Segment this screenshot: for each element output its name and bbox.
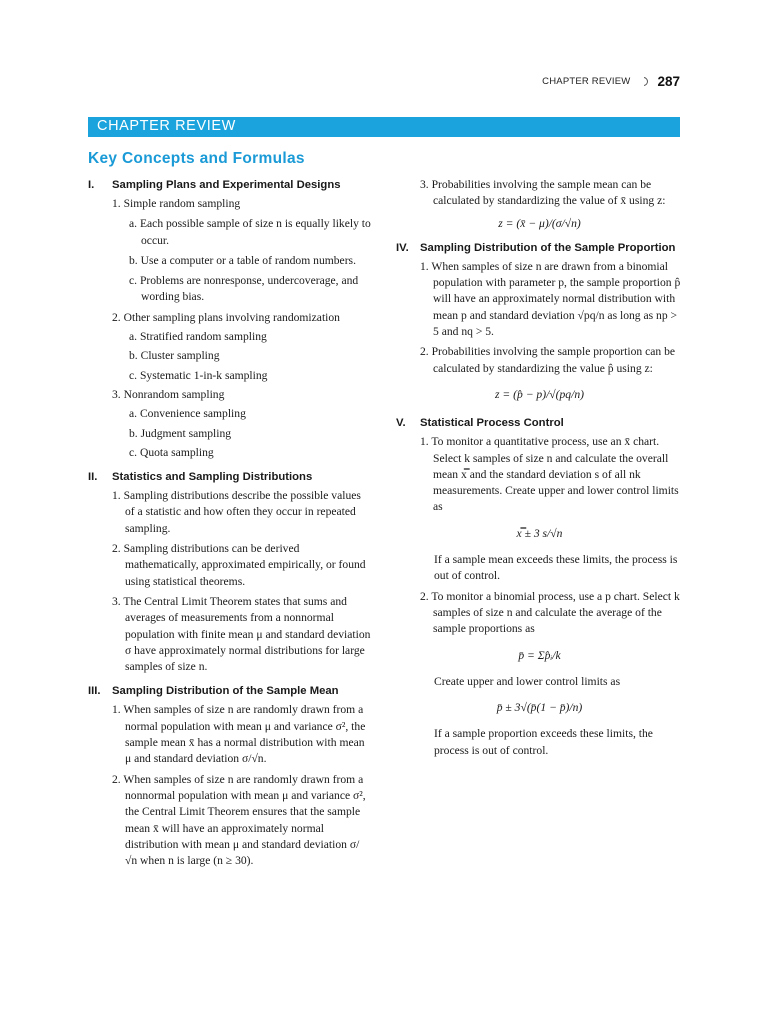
left-column xyxy=(88,177,371,869)
section-heading-text: Sampling Plans and Experimental Designs xyxy=(112,179,341,191)
list-item: a. Convenience sampling xyxy=(129,407,246,421)
list-item: 3. The Central Limit Theorem states that sums and averages of measurements from a nonnormal population with finite mean μ and standard deviation σ have approximately normal distributions for large samples of size n. xyxy=(112,594,371,674)
list-item: a. Each possible sample of size n is equally likely to occur. xyxy=(129,217,371,247)
section-heading-text: Sampling Distribution of the Sample Proportion xyxy=(420,241,676,254)
list-item: c. Systematic 1-in-k sampling xyxy=(129,368,268,382)
list-item: 3. Nonrandom sampling xyxy=(112,387,225,401)
chapter-review-banner xyxy=(88,117,680,137)
paragraph: If a sample proportion exceeds these limits, the process is out of control. xyxy=(434,727,653,757)
section-heading-text: Statistics and Sampling Distributions xyxy=(112,471,313,484)
section-title: Key Concepts and Formulas xyxy=(88,150,305,167)
section-number: IV. xyxy=(396,241,409,254)
section-heading-1 xyxy=(88,177,371,193)
list-item: c. Problems are nonresponse, undercoverage, and wording bias. xyxy=(129,274,359,304)
half-circle-icon xyxy=(639,77,648,86)
list-item: b. Use a computer or a table of random numbers. xyxy=(129,253,356,267)
formula-text: x̿ ± 3 s/√n xyxy=(516,526,563,540)
list-item: 1. To monitor a quantitative process, use an x̄ chart. Select k samples of size n and calculate the overall mean x̿ and the standard deviation s of all nk measurements. Create upper and lower control limits as xyxy=(420,435,679,514)
formula-p-limits xyxy=(396,700,683,716)
section-heading-2 xyxy=(88,469,371,485)
section-heading-5 xyxy=(396,415,683,431)
paragraph: Create upper and lower control limits as xyxy=(434,674,621,688)
list-item: 2. Other sampling plans involving randomization xyxy=(112,310,340,324)
section-number: III. xyxy=(88,685,101,698)
list-item: b. Judgment sampling xyxy=(129,426,232,440)
page-number: 287 xyxy=(657,74,680,89)
paragraph: If a sample mean exceeds these limits, the process is out of control. xyxy=(434,553,678,583)
formula-text: z = (x̄ − μ)/(σ/√n) xyxy=(498,216,581,230)
running-head: CHAPTER REVIEW xyxy=(542,76,631,87)
list-item: 1. When samples of size n are drawn from a binomial population with parameter p, the sample proportion p̂ will have an approximately normal distribution with mean p and standard deviation √pq/n as long as np > 5 and nq > 5. xyxy=(420,259,681,339)
section-heading-text: Statistical Process Control xyxy=(420,417,564,430)
formula-text: z = (p̂ − p)/√(pq/n) xyxy=(495,387,584,401)
list-item: 2. Sampling distributions can be derived mathematically, approximated empirically, or found using statistical theorems. xyxy=(112,542,366,588)
section-number: I. xyxy=(88,179,95,191)
section-number: II. xyxy=(88,471,98,484)
list-item: 2. To monitor a binomial process, use a p chart. Select k samples of size n and calculate the average of the sample proportions as xyxy=(420,589,680,636)
list-item: 2. Probabilities involving the sample proportion can be calculated by standardizing the value p̂ using z: xyxy=(420,345,676,375)
list-item: 3. Probabilities involving the sample mean can be calculated by standardizing the value of x̄ using z: xyxy=(420,178,666,208)
formula-xbar-limits xyxy=(396,526,683,542)
section-heading-3 xyxy=(88,683,371,699)
section-number: V. xyxy=(396,417,406,430)
right-column xyxy=(396,177,683,759)
page-header xyxy=(542,74,680,89)
list-item: c. Quota sampling xyxy=(129,445,214,459)
banner-title: CHAPTER REVIEW xyxy=(97,118,236,134)
formula-z-proportion xyxy=(396,387,683,403)
list-item: a. Stratified random sampling xyxy=(129,330,267,344)
list-item: b. Cluster sampling xyxy=(129,349,220,363)
formula-z-mean xyxy=(396,216,683,232)
formula-text: p̄ = Σp̂ᵢ/k xyxy=(518,648,561,662)
section-heading-4 xyxy=(396,240,683,256)
list-item: 2. When samples of size n are randomly drawn from a nonnormal population with mean μ and variance σ², the Central Limit Theorem ensures that the sample mean x̄ will have an approximately normal distribution with mean μ and standard deviation σ/√n when n is large (n ≥ 30). xyxy=(112,772,366,868)
formula-pbar xyxy=(396,648,683,664)
section-heading-text: Sampling Distribution of the Sample Mean xyxy=(112,685,339,698)
list-item: 1. When samples of size n are randomly drawn from a normal population with mean μ and variance σ², the sample mean x̄ has a normal distribution with mean μ and standard deviation σ/√n. xyxy=(112,703,366,766)
list-item: 1. Sampling distributions describe the possible values of a statistic and how often they occur in repeated sampling. xyxy=(112,489,361,535)
list-item: 1. Simple random sampling xyxy=(112,197,241,210)
formula-text: p̄ ± 3√(p̄(1 − p̄)/n) xyxy=(496,701,583,715)
